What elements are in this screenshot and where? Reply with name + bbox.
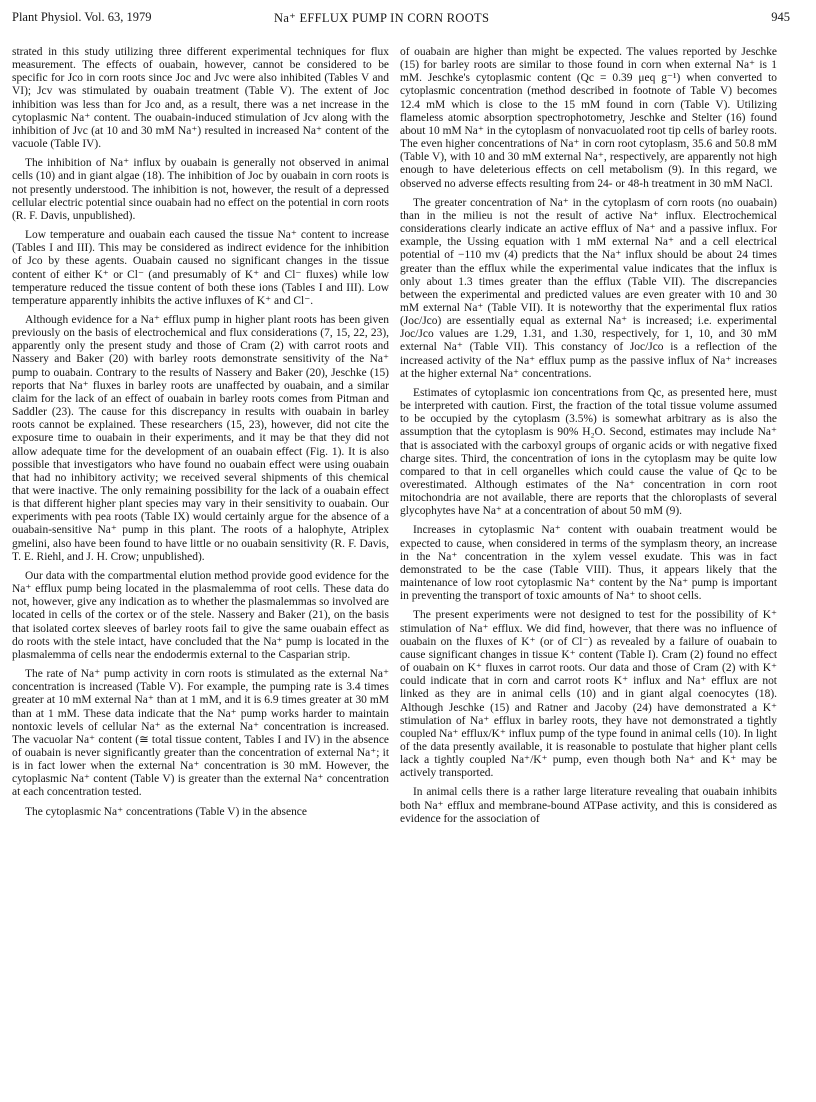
paragraph: strated in this study utilizing three different experimental techniques for flux measurement. The effects of ouabain, however, cannot be considered to be specific for Jco in corn roots since Joc and Jvc were also inhibited (Tables V and VI); Jcv was stimulated by ouabain treatment (Table V). The extent of Joc inhibition was less than for Jco and, as a result, there was a net increase in the cytoplasmic Na⁺ content. The ouabain-induced stimulation of Jcv along with the inhibition of Jvc (at 10 and 30 mM Na⁺) resulted in increased Na⁺ content of the vacuole (Table IV). [12, 46, 389, 151]
paragraph: Increases in cytoplasmic Na⁺ content with ouabain treatment would be expected to cause, when considered in terms of the symplasm theory, an increase in the Na⁺ concentration in the xylem vessel exudate. This was in fact demonstrated to be the case (Table VIII). Thus, it appears likely that the maintenance of low root cytoplasmic Na⁺ content by the Na⁺ pump is important in preventing the transport of toxic amounts of Na⁺ to shoot cells. [400, 524, 777, 603]
page-number: 945 [771, 10, 790, 24]
paragraph: The inhibition of Na⁺ influx by ouabain is generally not observed in animal cells (10) and in giant algae (18). The inhibition of Joc by ouabain in corn roots is not presently understood. The inhibition is not, however, the result of a depressed cellular electric potential since ouabain had no effect on the potential in corn roots (R. F. Davis, unpublished). [12, 157, 389, 222]
paragraph: The rate of Na⁺ pump activity in corn roots is stimulated as the external Na⁺ concentration is increased (Table V). For example, the pumping rate is 3.4 times greater at 10 mM external Na⁺ than at 1 mM, and it is 6.9 times greater at 30 mM than at 1 mM. These data indicate that the Na⁺ pump works harder to maintain nontoxic levels of cellular Na⁺ as the external Na⁺ concentration is increased. The vacuolar Na⁺ content (≅ total tissue content, Tables I and IV) in the absence of ouabain is never significantly greater than the concentration of external Na⁺; it is in fact lower when the external Na⁺ concentration is 30 mM. However, the cytoplasmic Na⁺ content (Table V) is greater than the external Na⁺ concentration at each concentration tested. [12, 668, 389, 799]
left-column [12, 46, 389, 825]
paragraph: Estimates of cytoplasmic ion concentrations from Qc, as presented here, must be interpreted with caution. First, the fraction of the total tissue volume assumed to be occupied by the cytoplasm (3.5%) is somewhat arbitrary as is also the assumption that the cytoplasm is 90% H₂O. Second, estimates may include Na⁺ that is associated with the carboxyl groups of organic acids or with negative fixed charge sites. Third, the concentration of ions in the cytoplasm may be quite low compared to that in cell organelles which could cause the value of Qc to be overestimated. Although estimates of the Na⁺ concentration in corn root mitochondria are not available, there are reports that the chloroplasts of several glycophytes have Na⁺ at a concentration of about 50 mM (9). [400, 386, 777, 518]
paragraph: Our data with the compartmental elution method provide good evidence for the Na⁺ efflux pump being located in the plasmalemma of root cells. These data do not, however, give any indication as to whether the plasmalemmas so involved are located in cells of the cortex or of the stele. Nassery and Baker (21), on the basis that isolated cortex sleeves of barley roots fail to give the same ouabain effect as do roots with the stele intact, have concluded that the Na⁺ pump is located in the plasmalemma of cells near the endodermis external to the Casparian strip. [12, 569, 389, 661]
running-header [12, 10, 790, 32]
journal-citation: Plant Physiol. Vol. 63, 1979 [12, 10, 152, 24]
paragraph: The present experiments were not designed to test for the possibility of K⁺ stimulation of Na⁺ efflux. We did find, however, that there was no influence of ouabain on the fluxes of K⁺ (or of Cl⁻) as revealed by a failure of ouabain to cause significant changes in tissue K⁺ content (Table I). Cram (2) found no effect of ouabain on K⁺ fluxes in carrot roots. Our data and those of Cram (2) with K⁺ could indicate that in corn and carrot roots K⁺ influx and Na⁺ efflux are not linked as they are in animal cells (10) and in giant algal coenocytes (18). Although Jeschke (15) and Ratner and Jacoby (24) have demonstrated a K⁺ stimulation of Na⁺ efflux in barley roots, they have not demonstrated a tightly coupled Na⁺ efflux/K⁺ influx pump of the type found in animal cells (10). In light of the data presently available, it is reasonable to postulate that higher plant cells lack a tightly coupled Na⁺/K⁺ pump, even though both Na⁺ and K⁺ may be actively transported. [400, 609, 777, 780]
paragraph: of ouabain are higher than might be expected. The values reported by Jeschke (15) for barley roots are similar to those found in corn when external Na⁺ is 1 mM. Jeschke's cytoplasmic content (Qc = 0.39 μeq g⁻¹) when converted to cytoplasmic concentration (method described in footnote of Table V) becomes 12.4 mM which is close to the 15 mM found in corn (Table V). Utilizing flameless atomic absorption spectrophotometry, Jeschke and Stelter (16) found about 10 mM Na⁺ in the cytoplasm of nonvacuolated root tip cells of barley roots. The even higher concentrations of Na⁺ in corn root cytoplasm, 35.6 and 50.8 mM (Table V), with 10 and 30 mM external Na⁺, respectively, are apparently not high enough to have deleterious effects on cell metabolism (9). In this regard, we observed no adverse effects resulting from 24- or 48-h treatment in 30 mM NaCl. [400, 46, 777, 190]
paragraph: Although evidence for a Na⁺ efflux pump in higher plant roots has been given previously on the basis of electrochemical and flux considerations (7, 15, 22, 23), apparently only the present study and those of Cram (2) with carrot roots and Nassery and Baker (20) with barley roots demonstrate sensitivity of the Na⁺ pump to ouabain. Contrary to the results of Nassery and Baker (20), Jeschke (15) reports that Na⁺ fluxes in barley roots are unaffected by ouabain, and a similar claim for the lack of an effect of ouabain in barley roots comes from Pitman and Saddler (23). The cause for this discrepancy in results with ouabain in barley roots cannot be explained. These researchers (15, 23), however, did not cite the exposure time to ouabain in their experiments, and it may be that they did not allow adequate time for the development of an ouabain effect (Fig. 1). It is also possible that investigators who have found no ouabain effect were using ouabain that had no inhibitory activity; we received several shipments of this chemical that were inactive. The only remaining possibility for the lack of a ouabain effect is that different higher plant species may vary in their sensitivity to ouabain. Our experiments with pea roots (Table IX) would certainly argue for the absence of a ouabain-sensitive Na⁺ pump in this plant. The roots of a halophyte, Atriplex gmelini, also have been found to have little or no ouabain sensitivity (R. F. Davis, T. E. Riehl, and J. H. Crow; unpublished). [12, 313, 389, 563]
right-column [400, 46, 777, 832]
paragraph: In animal cells there is a rather large literature revealing that ouabain inhibits both Na⁺ efflux and membrane-bound ATPase activity, and this is considered as evidence for the association of [400, 786, 777, 825]
paragraph: The greater concentration of Na⁺ in the cytoplasm of corn roots (no ouabain) than in the milieu is not the result of active Na⁺ influx. Electrochemical considerations clearly indicate an active efflux of Na⁺ and a passive influx. For example, the Ussing equation with 1 mM external Na⁺ and a cell electrical potential of −110 mv (4) predicts that the Na⁺ influx should be about 24 times greater than the efflux while the experimental value indicates that the influx is only about 1.3 times greater than the efflux (Table VII). The discrepancies between the experimental and predicted values are even greater with 10 and 30 mM external Na⁺ (Table VII). It is noteworthy that the experimental flux ratios (Joc/Jco) are essentially equal as external Na⁺ is increased; i.e. experimental Joc/Jco values are 1.29, 1.31, and 1.30, respectively, for 1, 10, and 30 mM external Na⁺ (Table VII). This constancy of Joc/Jco is a reflection of the increased activity of the Na⁺ efflux pump as the passive influx of Na⁺ increases at the higher external Na⁺ concentrations. [400, 196, 777, 380]
paragraph: The cytoplasmic Na⁺ concentrations (Table V) in the absence [25, 805, 307, 818]
paragraph: Low temperature and ouabain each caused the tissue Na⁺ content to increase (Tables I and III). This may be considered as indirect evidence for the inhibition of Jco by these agents. Ouabain caused no significant changes in the tissue content of either K⁺ or Cl⁻ (and presumably of K⁺ and Cl⁻ fluxes) while low temperature reduced the tissue content of both these ions (Tables I and III). Low temperature apparently inhibits the active influxes of K⁺ and Cl⁻. [12, 229, 389, 307]
running-title: Na⁺ EFFLUX PUMP IN CORN ROOTS [274, 11, 490, 25]
